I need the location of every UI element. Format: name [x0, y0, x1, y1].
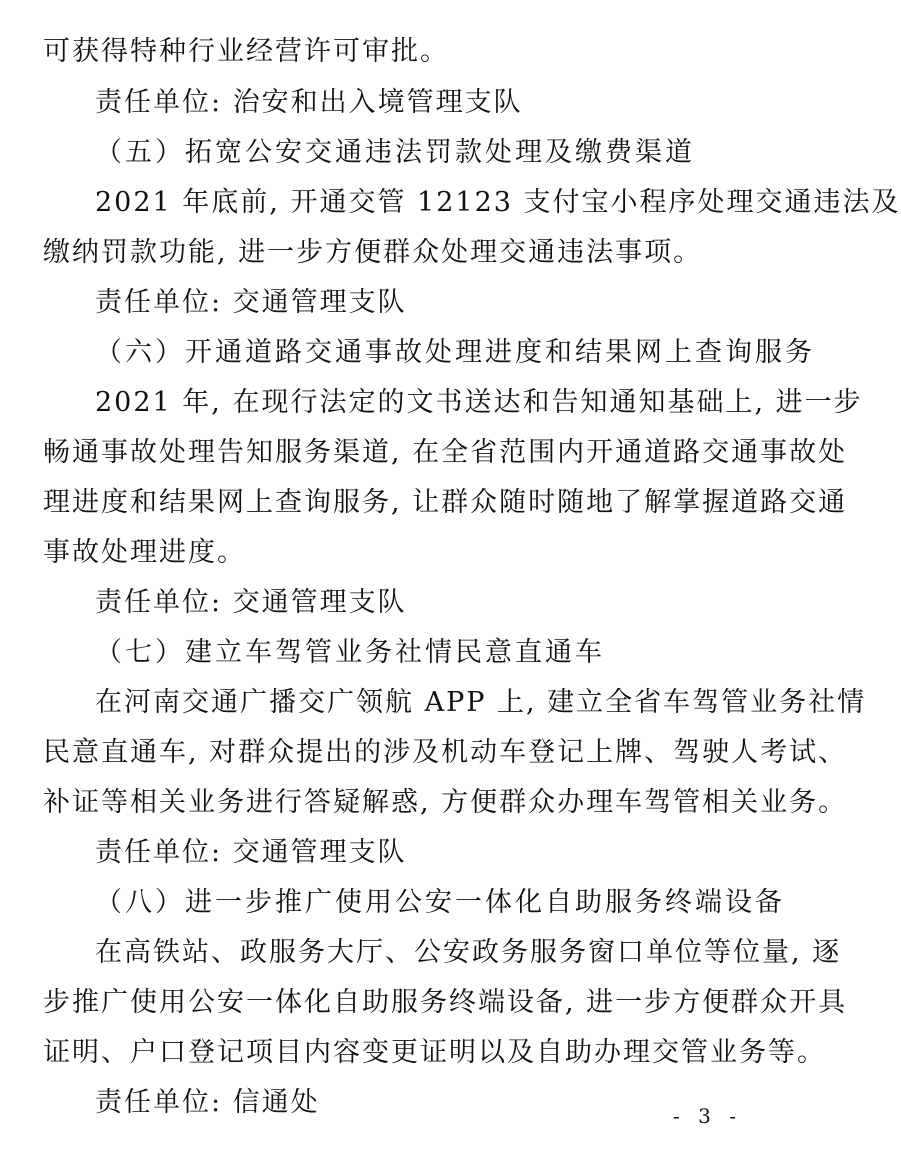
responsibility-line: 责任单位: 交通管理支队 [95, 587, 407, 618]
responsibility-line: 责任单位: 信通处 [95, 1087, 320, 1118]
paragraph-line: 事故处理进度。 [43, 537, 246, 568]
paragraph-line: 2021 年底前, 开通交管 12123 支付宝小程序处理交通违法及 [95, 187, 901, 218]
paragraph-line: 理进度和结果网上查询服务, 让群众随时随地了解掌握道路交通 [43, 487, 848, 518]
responsibility-line: 责任单位: 治安和出入境管理支队 [95, 87, 523, 118]
paragraph-line: 畅通事故处理告知服务渠道, 在全省范围内开通道路交通事故处 [43, 437, 848, 468]
paragraph-line: 在高铁站、政服务大厅、公安政务服务窗口单位等位量, 逐 [95, 937, 842, 968]
responsibility-line: 责任单位: 交通管理支队 [95, 837, 407, 868]
page-number: - 3 - [673, 1104, 742, 1128]
paragraph-line: 民意直通车, 对群众提出的涉及机动车登记上牌、驾驶人考试、 [43, 737, 848, 768]
section-heading-5: （五）拓宽公安交通违法罚款处理及缴费渠道 [95, 137, 695, 168]
paragraph-line: 在河南交通广播交广领航 APP 上, 建立全省车驾管业务社情 [95, 687, 867, 718]
section-heading-6: （六）开通道路交通事故处理进度和结果网上查询服务 [95, 337, 815, 368]
paragraph-line: 可获得特种行业经营许可审批。 [43, 36, 449, 67]
paragraph-line: 证明、户口登记项目内容变更证明以及自助办理交管业务等。 [43, 1037, 826, 1068]
paragraph-line: 步推广使用公安一体化自助服务终端设备, 进一步方便群众开具 [43, 987, 848, 1018]
section-heading-7: （七）建立车驾管业务社情民意直通车 [95, 637, 605, 668]
paragraph-line: 补证等相关业务进行答疑解惑, 方便群众办理车驾管相关业务。 [43, 787, 848, 818]
responsibility-line: 责任单位: 交通管理支队 [95, 287, 407, 318]
paragraph-line: 缴纳罚款功能, 进一步方便群众处理交通违法事项。 [43, 237, 703, 268]
paragraph-line: 2021 年, 在现行法定的文书送达和告知通知基础上, 进一步 [95, 387, 863, 418]
section-heading-8: （八）进一步推广使用公安一体化自助服务终端设备 [95, 887, 785, 918]
